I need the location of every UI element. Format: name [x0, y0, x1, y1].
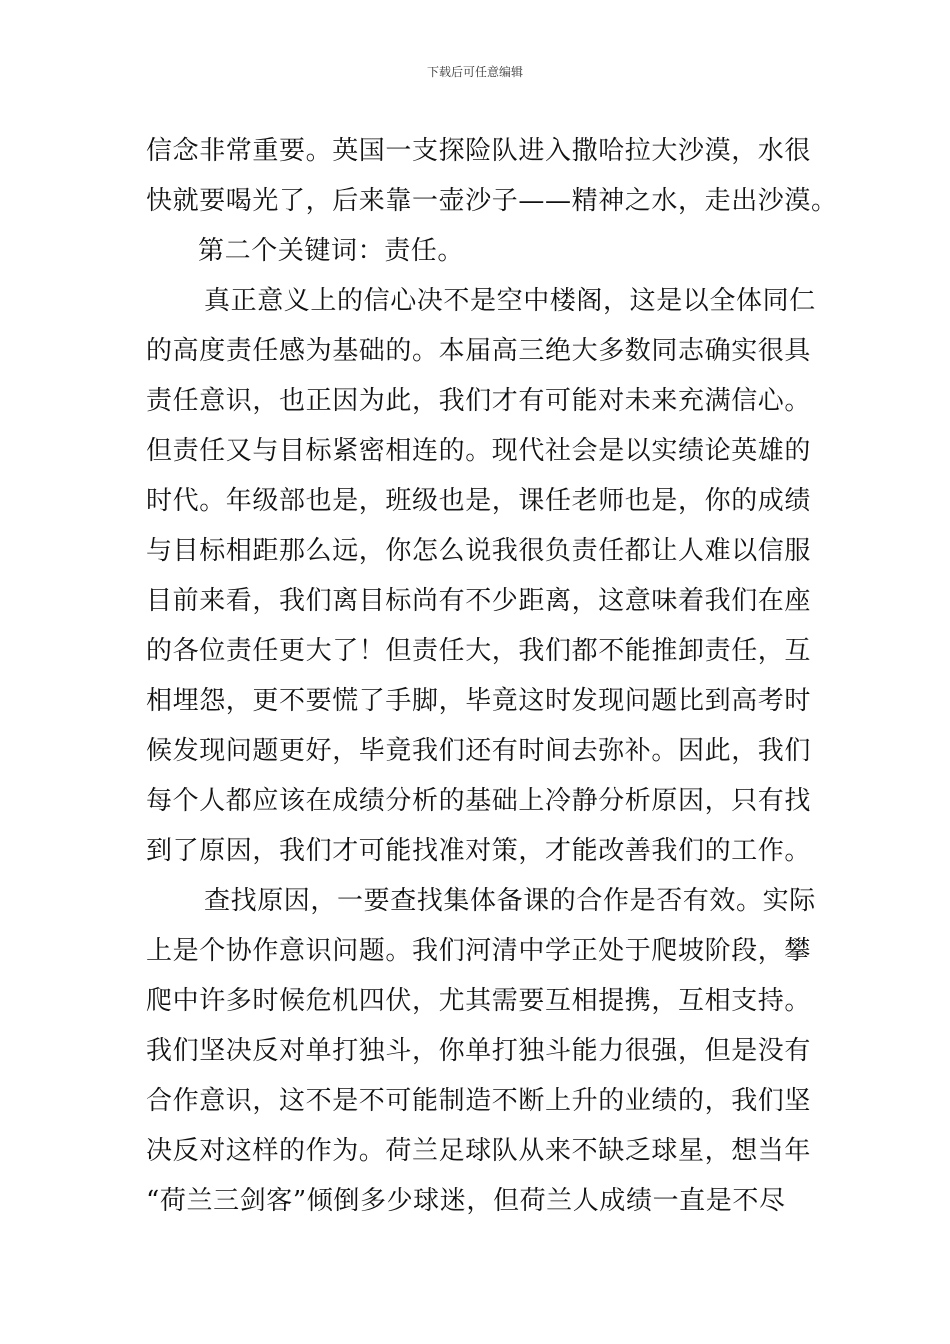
text-line: 真正意义上的信心决不是空中楼阁，这是以全体同仁 — [204, 286, 816, 316]
text-line: 目前来看，我们离目标尚有不少距离，这意味着我们在座 — [146, 586, 812, 616]
text-line: 每个人都应该在成绩分析的基础上冷静分析原因，只有找 — [146, 786, 812, 816]
text-line: 我们坚决反对单打独斗，你单打独斗能力很强，但是没有 — [146, 1036, 812, 1066]
text-line: 到了原因，我们才可能找准对策，才能改善我们的工作。 — [146, 836, 812, 866]
text-line: 信念非常重要。英国一支探险队进入撒哈拉大沙漠，水很 — [146, 136, 812, 166]
section-heading: 第二个关键词：责任。 — [198, 236, 465, 266]
text-line: 相埋怨，更不要慌了手脚，毕竟这时发现问题比到高考时 — [146, 686, 812, 716]
text-line: 但责任又与目标紧密相连的。现代社会是以实绩论英雄的 — [146, 436, 812, 466]
text-line: “荷兰三剑客”倾倒多少球迷，但荷兰人成绩一直是不尽 — [146, 1186, 786, 1216]
text-line: 的高度责任感为基础的。本届高三绝大多数同志确实很具 — [146, 336, 812, 366]
document-body — [146, 126, 838, 1226]
text-line: 责任意识，也正因为此，我们才有可能对未来充满信心。 — [146, 386, 812, 416]
text-line: 快就要喝光了，后来靠一壶沙子——精神之水，走出沙漠。 — [146, 186, 838, 216]
text-line: 决反对这样的作为。荷兰足球队从来不缺乏球星，想当年 — [146, 1136, 812, 1166]
page-header-note: 下载后可任意编辑 — [426, 65, 523, 79]
text-line: 爬中许多时候危机四伏，尤其需要互相提携，互相支持。 — [146, 986, 812, 1016]
text-line: 候发现问题更好，毕竟我们还有时间去弥补。因此，我们 — [146, 736, 812, 766]
text-line: 时代。年级部也是，班级也是，课任老师也是，你的成绩 — [146, 486, 812, 516]
text-line: 查找原因，一要查找集体备课的合作是否有效。实际 — [204, 886, 816, 916]
text-line: 与目标相距那么远，你怎么说我很负责任都让人难以信服 — [146, 536, 812, 566]
text-line: 合作意识，这不是不可能制造不断上升的业绩的，我们坚 — [146, 1086, 812, 1116]
text-line: 的各位责任更大了！但责任大，我们都不能推卸责任，互 — [146, 636, 812, 666]
text-line: 上是个协作意识问题。我们河清中学正处于爬坡阶段，攀 — [146, 936, 812, 966]
